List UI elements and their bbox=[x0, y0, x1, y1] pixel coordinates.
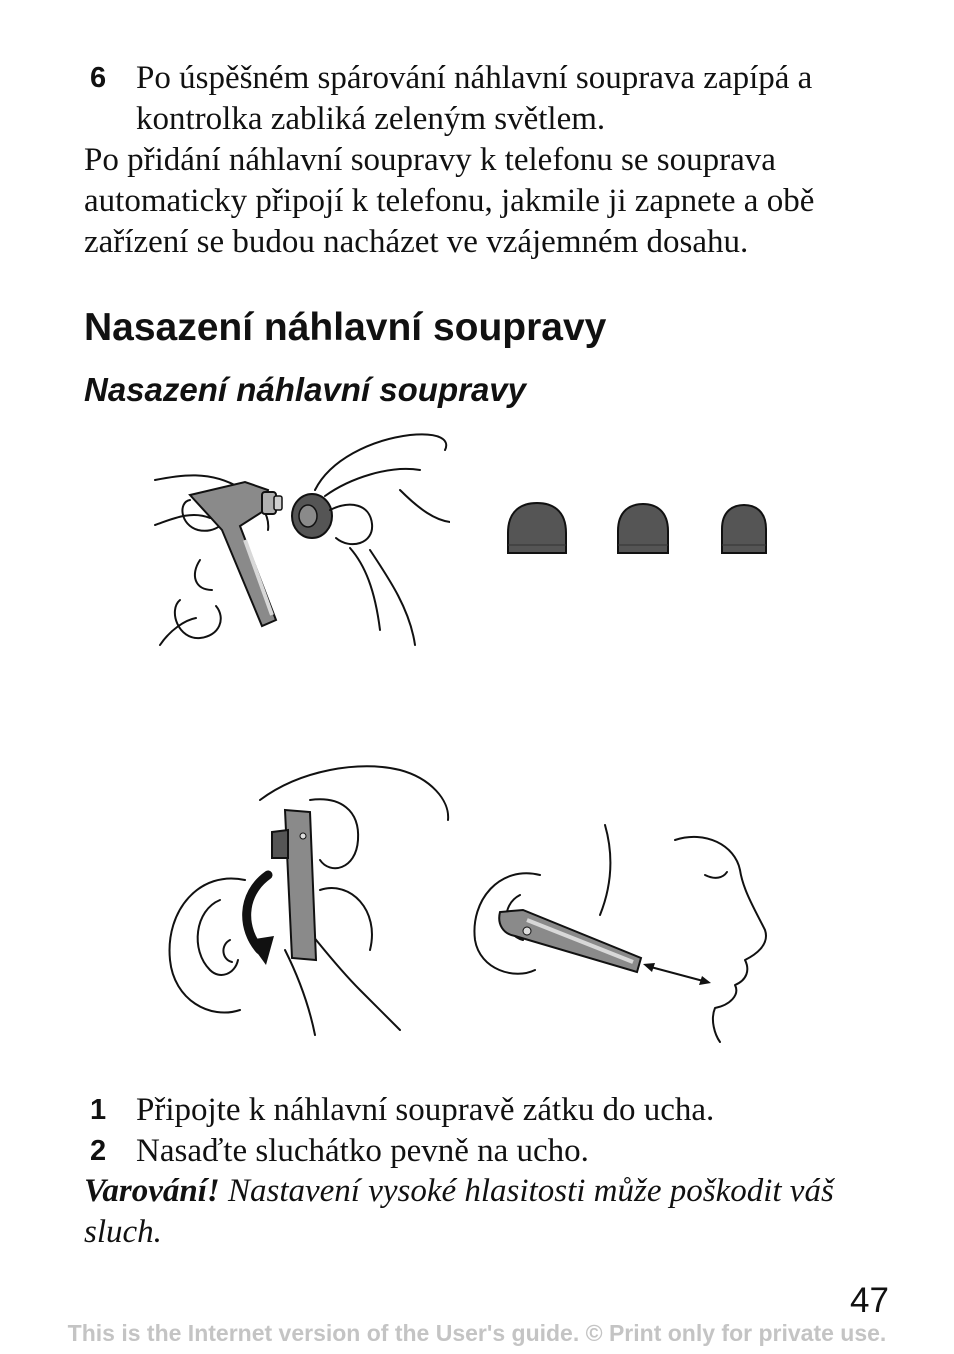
step-number: 2 bbox=[90, 1135, 107, 1167]
distance-arrow-icon bbox=[643, 963, 711, 985]
attach-eartip-illustration bbox=[150, 430, 450, 650]
step-text: Připojte k náhlavní soupravě zátku do ucha. bbox=[136, 1092, 715, 1128]
headset-icon bbox=[499, 910, 641, 972]
warning-note bbox=[84, 1171, 914, 1253]
eartip-icon bbox=[292, 494, 332, 538]
headset-icon bbox=[190, 482, 282, 626]
eartip-sizes-illustration bbox=[500, 495, 780, 565]
rotate-arrow-icon bbox=[247, 875, 274, 965]
step-number: 6 bbox=[90, 62, 107, 94]
warning-text: Nastavení vysoké hlasitosti může poškodit váš sluch. bbox=[84, 1173, 834, 1250]
step-text: Nasaďte sluchátko pevně na ucho. bbox=[136, 1133, 589, 1169]
step-2 bbox=[84, 1131, 904, 1172]
section-subheading: Nasazení náhlavní soupravy bbox=[84, 371, 527, 408]
headset-icon bbox=[272, 810, 316, 960]
step-text: Po úspěšném spárování náhlavní souprava zapípá a kontrolka zabliká zeleným světlem. bbox=[136, 60, 813, 137]
page-number: 47 bbox=[850, 1281, 889, 1320]
insert-headset-illustration bbox=[160, 760, 460, 1040]
footer-disclaimer: This is the Internet version of the User's guide. © Print only for private use. bbox=[67, 1320, 887, 1346]
step-1 bbox=[84, 1090, 904, 1131]
section-heading: Nasazení náhlavní soupravy bbox=[84, 306, 607, 349]
step-number: 1 bbox=[90, 1094, 107, 1126]
eartip-medium-icon bbox=[618, 504, 668, 553]
warning-label: Varování! bbox=[84, 1173, 220, 1209]
worn-headset-illustration bbox=[465, 820, 785, 1045]
body-paragraph: Po přidání náhlavní soupravy k telefonu se souprava automaticky připojí k telefonu, jakmile ji zapnete a obě zařízení se budou nacházet ve vzájemném dosahu. bbox=[84, 142, 815, 260]
step-6 bbox=[84, 58, 904, 140]
eartip-small-icon bbox=[722, 505, 766, 553]
